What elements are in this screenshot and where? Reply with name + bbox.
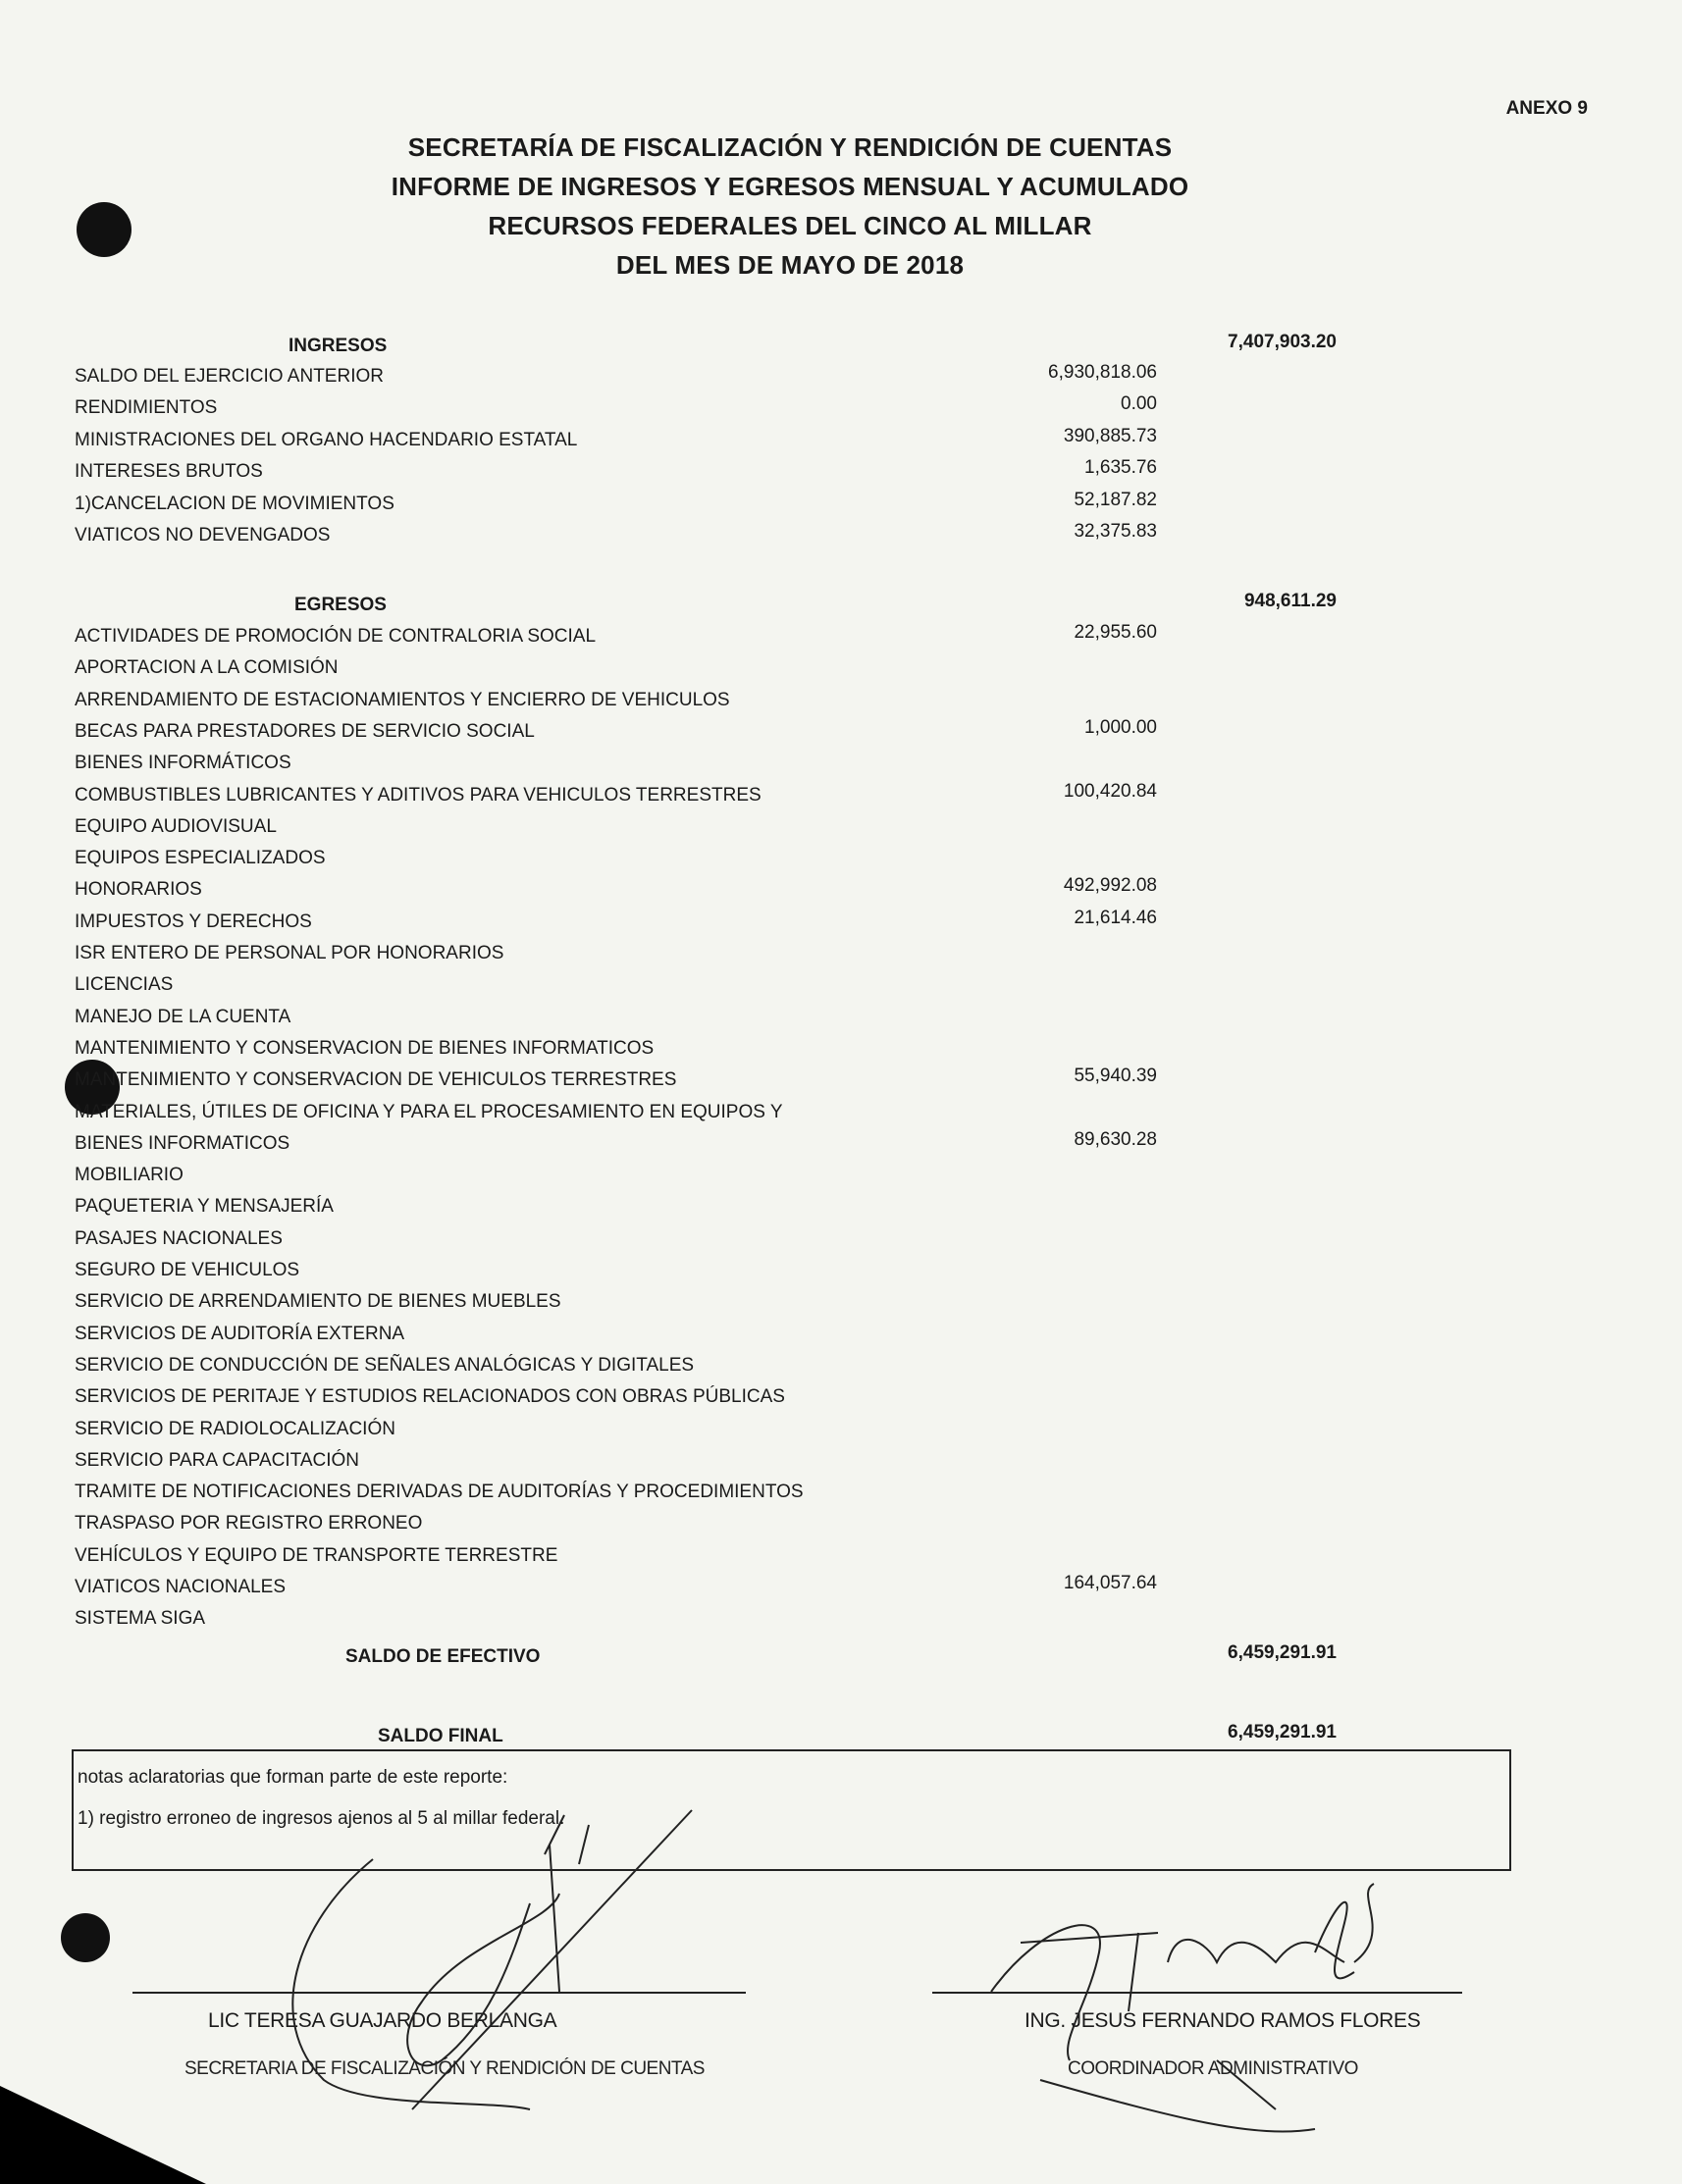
signature-name-right: ING. JESUS FERNANDO RAMOS FLORES bbox=[1025, 2009, 1421, 2032]
egresos-item-label: HONORARIOS bbox=[75, 879, 202, 901]
egresos-item-label: SERVICIOS DE AUDITORÍA EXTERNA bbox=[75, 1323, 405, 1344]
egresos-item-label: SISTEMA SIGA bbox=[75, 1608, 206, 1630]
note-item: 1) registro erroneo de ingresos ajenos al 5 al millar federal. bbox=[78, 1808, 565, 1829]
title-line-4: DEL MES DE MAYO DE 2018 bbox=[615, 250, 965, 280]
ingresos-heading: INGRESOS bbox=[289, 336, 388, 356]
egresos-heading: EGRESOS bbox=[294, 595, 387, 615]
egresos-item-label: ARRENDAMIENTO DE ESTACIONAMIENTOS Y ENCIERRO DE VEHICULOS bbox=[75, 689, 730, 710]
egresos-item-label: ACTIVIDADES DE PROMOCIÓN DE CONTRALORIA SOCIAL bbox=[75, 626, 597, 647]
ingresos-item-label: SALDO DEL EJERCICIO ANTERIOR bbox=[75, 366, 384, 387]
ingresos-item-amount: 0.00 bbox=[1121, 393, 1157, 415]
egresos-item-label: VIATICOS NACIONALES bbox=[75, 1577, 287, 1597]
signature-name-left: LIC TERESA GUAJARDO BERLANGA bbox=[208, 2009, 557, 2032]
egresos-item-label: VEHÍCULOS Y EQUIPO DE TRANSPORTE TERRESTRE bbox=[75, 1544, 558, 1566]
annex-label: ANEXO 9 bbox=[1505, 98, 1588, 119]
egresos-item-label: PASAJES NACIONALES bbox=[75, 1227, 283, 1249]
egresos-item-label: SEGURO DE VEHICULOS bbox=[75, 1260, 300, 1280]
egresos-item-amount: 100,420.84 bbox=[1063, 780, 1157, 802]
egresos-item-label: SERVICIO DE CONDUCCIÓN DE SEÑALES ANALÓGICAS Y DIGITALES bbox=[75, 1354, 695, 1376]
egresos-item-label: MANTENIMIENTO Y CONSERVACION DE BIENES INFORMATICOS bbox=[75, 1037, 655, 1059]
egresos-item-label: MANEJO DE LA CUENTA bbox=[75, 1006, 291, 1027]
egresos-item-label: MATERIALES, ÚTILES DE OFICINA Y PARA EL PROCESAMIENTO EN EQUIPOS Y bbox=[75, 1101, 783, 1122]
title-line-3: RECURSOS FEDERALES DEL CINCO AL MILLAR bbox=[488, 211, 1092, 240]
ingresos-item-label: MINISTRACIONES DEL ORGANO HACENDARIO ESTATAL bbox=[75, 429, 578, 450]
egresos-item-label: BIENES INFORMÁTICOS bbox=[75, 753, 291, 774]
egresos-item-amount: 492,992.08 bbox=[1063, 875, 1157, 897]
saldo-final-label: SALDO FINAL bbox=[378, 1726, 503, 1746]
egresos-item-amount: 1,000.00 bbox=[1084, 716, 1157, 738]
egresos-item-amount: 22,955.60 bbox=[1074, 622, 1157, 643]
ingresos-item-label: 1)CANCELACION DE MOVIMIENTOS bbox=[75, 493, 394, 514]
egresos-item-amount: 89,630.28 bbox=[1074, 1128, 1157, 1150]
egresos-item-label: EQUIPO AUDIOVISUAL bbox=[75, 815, 277, 837]
signature-title-left: SECRETARIA DE FISCALIZACIÓN Y RENDICIÓN DE CUENTAS bbox=[184, 2058, 705, 2079]
egresos-item-label: ISR ENTERO DE PERSONAL POR HONORARIOS bbox=[75, 943, 504, 963]
egresos-item-label: MOBILIARIO bbox=[75, 1165, 184, 1186]
ingresos-item-label: RENDIMIENTOS bbox=[75, 397, 218, 419]
ingresos-item-label: VIATICOS NO DEVENGADOS bbox=[75, 525, 331, 546]
egresos-item-label: BECAS PARA PRESTADORES DE SERVICIO SOCIAL bbox=[75, 720, 535, 742]
egresos-item-label: IMPUESTOS Y DERECHOS bbox=[75, 910, 312, 932]
egresos-item-amount: 21,614.46 bbox=[1074, 907, 1157, 928]
saldo-efectivo-amount: 6,459,291.91 bbox=[1228, 1642, 1337, 1663]
signature-title-right: COORDINADOR ADMINISTRATIVO bbox=[1068, 2058, 1358, 2079]
ingresos-item-amount: 6,930,818.06 bbox=[1048, 362, 1157, 383]
egresos-item-label: APORTACION A LA COMISIÓN bbox=[75, 657, 339, 679]
egresos-item-label: SERVICIOS DE PERITAJE Y ESTUDIOS RELACIONADOS CON OBRAS PÚBLICAS bbox=[75, 1386, 785, 1408]
title-line-2: INFORME DE INGRESOS Y EGRESOS MENSUAL Y ACUMULADO bbox=[391, 172, 1189, 201]
egresos-item-label: TRAMITE DE NOTIFICACIONES DERIVADAS DE AUDITORÍAS Y PROCEDIMIENTOS bbox=[75, 1482, 804, 1503]
ingresos-item-label: INTERESES BRUTOS bbox=[75, 461, 263, 483]
egresos-item-amount: 55,940.39 bbox=[1074, 1066, 1157, 1087]
egresos-item-label: EQUIPOS ESPECIALIZADOS bbox=[75, 848, 326, 869]
egresos-total: 948,611.29 bbox=[1243, 591, 1337, 611]
saldo-final-amount: 6,459,291.91 bbox=[1228, 1722, 1337, 1742]
egresos-item-label: SERVICIO PARA CAPACITACIÓN bbox=[75, 1449, 359, 1471]
title-line-1: SECRETARÍA DE FISCALIZACIÓN Y RENDICIÓN DE CUENTAS bbox=[407, 132, 1173, 162]
notes-heading: notas aclaratorias que forman parte de este reporte: bbox=[78, 1767, 508, 1788]
egresos-item-label: BIENES INFORMATICOS bbox=[75, 1132, 290, 1154]
ingresos-total: 7,407,903.20 bbox=[1228, 332, 1337, 352]
egresos-item-amount: 164,057.64 bbox=[1063, 1573, 1157, 1593]
ingresos-item-amount: 52,187.82 bbox=[1074, 489, 1157, 510]
egresos-item-label: SERVICIO DE ARRENDAMIENTO DE BIENES MUEBLES bbox=[75, 1291, 561, 1313]
egresos-item-label: COMBUSTIBLES LUBRICANTES Y ADITIVOS PARA VEHICULOS TERRESTRES bbox=[75, 784, 762, 806]
ingresos-item-amount: 1,635.76 bbox=[1084, 457, 1157, 479]
egresos-item-label: SERVICIO DE RADIOLOCALIZACIÓN bbox=[75, 1418, 395, 1439]
saldo-efectivo-label: SALDO DE EFECTIVO bbox=[345, 1646, 541, 1667]
ingresos-item-amount: 390,885.73 bbox=[1063, 425, 1157, 446]
egresos-item-label: LICENCIAS bbox=[75, 974, 174, 996]
egresos-item-label: TRASPASO POR REGISTRO ERRONEO bbox=[75, 1513, 423, 1534]
ingresos-item-amount: 32,375.83 bbox=[1074, 521, 1157, 542]
egresos-item-label: MANTENIMIENTO Y CONSERVACION DE VEHICULOS TERRESTRES bbox=[75, 1069, 677, 1091]
egresos-item-label: PAQUETERIA Y MENSAJERÍA bbox=[75, 1196, 334, 1218]
